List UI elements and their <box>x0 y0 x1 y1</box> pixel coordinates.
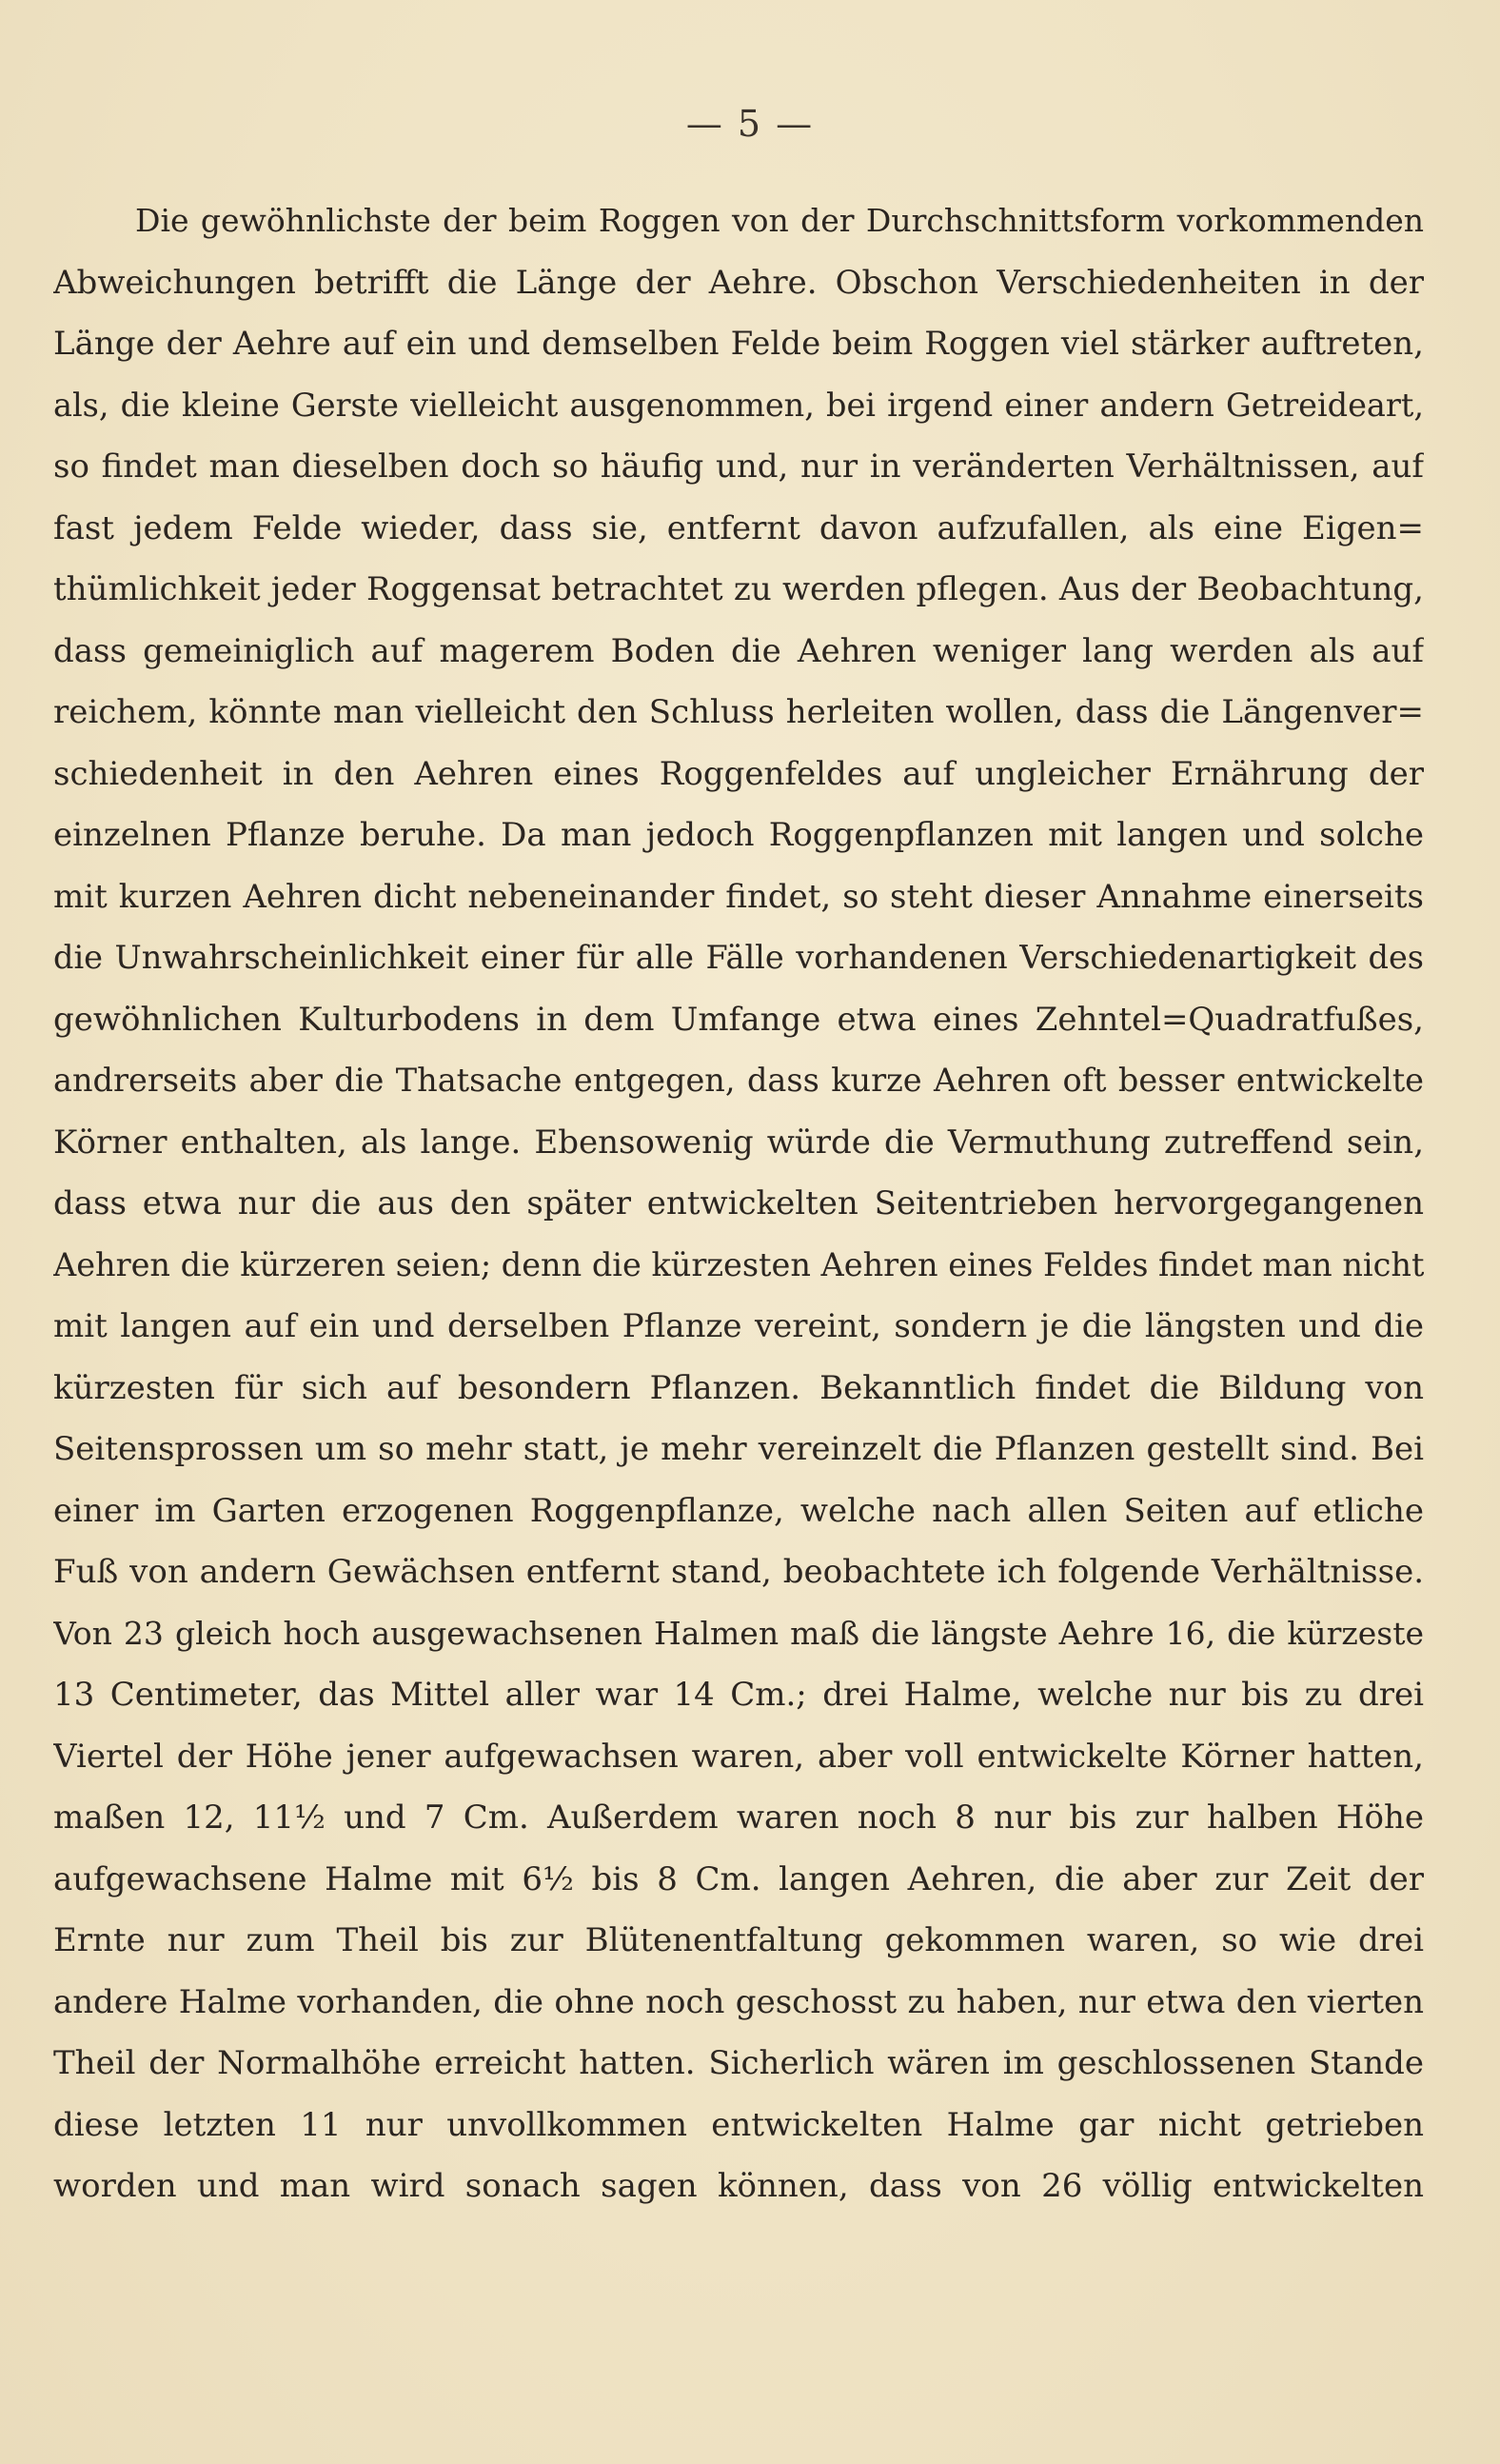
text-line: diese letzten 11 nur unvollkommen entwickelten Halme gar nicht getrieben <box>53 2105 1424 2144</box>
text-line: Länge der Aehre auf ein und demselben Felde beim Roggen viel stärker auftreten, <box>53 325 1424 363</box>
text-line: reichem, könnte man vielleicht den Schluss herleiten wollen, dass die Längenver= <box>53 693 1424 731</box>
text-line: Abweichungen betrifft die Länge der Aehre. Obschon Verschiedenheiten in der <box>53 263 1424 302</box>
text-line: dass gemeiniglich auf magerem Boden die Aehren weniger lang werden als auf <box>53 631 1424 670</box>
body-text <box>53 190 1424 2217</box>
text-line: einzelnen Pflanze beruhe. Da man jedoch Roggenpflanzen mit langen und solche <box>53 816 1424 854</box>
text-line: gewöhnlichen Kulturbodens in dem Umfange etwa eines Zehntel=Quadratfußes, <box>53 1000 1424 1039</box>
text-line: Theil der Normalhöhe erreicht hatten. Sicherlich wären im geschlossenen Stande <box>53 2044 1424 2082</box>
text-line: Viertel der Höhe jener aufgewachsen waren, aber voll entwickelte Körner hatten, <box>53 1737 1424 1776</box>
text-line: schiedenheit in den Aehren eines Roggenfeldes auf ungleicher Ernährung der <box>53 754 1424 793</box>
text-line: andrerseits aber die Thatsache entgegen, dass kurze Aehren oft besser entwickelte <box>53 1062 1424 1099</box>
text-line: thümlichkeit jeder Roggensat betrachtet zu werden pflegen. Aus der Beobachtung, <box>53 570 1424 608</box>
text-line: aufgewachsene Halme mit 6½ bis 8 Cm. langen Aehren, die aber zur Zeit der <box>53 1859 1424 1898</box>
text-line: kürzesten für sich auf besondern Pflanzen. Bekanntlich findet die Bildung von <box>53 1368 1424 1407</box>
text-line: mit langen auf ein und derselben Pflanze vereint, sondern je die längsten und die <box>53 1307 1424 1345</box>
text-line: mit kurzen Aehren dicht nebeneinander findet, so steht dieser Annahme einerseits <box>53 877 1424 916</box>
text-line: die Unwahrscheinlichkeit einer für alle Fälle vorhandenen Verschiedenartigkeit des <box>53 939 1424 976</box>
text-line: worden und man wird sonach sagen können, dass von 26 völlig entwickelten <box>53 2167 1424 2205</box>
text-line: andere Halme vorhanden, die ohne noch geschosst zu haben, nur etwa den vierten <box>53 1982 1424 2021</box>
text-line: Fuß von andern Gewächsen entfernt stand, beobachtete ich folgende Verhältnisse. <box>53 1553 1424 1591</box>
text-line: Von 23 gleich hoch ausgewachsenen Halmen maß die längste Aehre 16, die kürzeste <box>53 1614 1424 1652</box>
page-number: — 5 — <box>685 103 815 145</box>
text-line: Ernte nur zum Theil bis zur Blütenentfaltung gekommen waren, so wie drei <box>53 1921 1424 1959</box>
text-line: Körner enthalten, als lange. Ebensowenig würde die Vermuthung zutreffend sein, <box>53 1123 1424 1162</box>
text-line: fast jedem Felde wieder, dass sie, entfernt davon aufzufallen, als eine Eigen= <box>53 508 1424 547</box>
text-line: Die gewöhnlichste der beim Roggen von der Durchschnittsform vorkommenden <box>135 202 1424 239</box>
text-line: dass etwa nur die aus den später entwickelten Seitentrieben hervorgegangenen <box>53 1184 1424 1222</box>
text-line: Seitensprossen um so mehr statt, je mehr vereinzelt die Pflanzen gestellt sind. Bei <box>53 1430 1424 1468</box>
text-line: 13 Centimeter, das Mittel aller war 14 Cm.; drei Halme, welche nur bis zu drei <box>53 1676 1424 1714</box>
text-line: Aehren die kürzeren seien; denn die kürzesten Aehren eines Feldes findet man nicht <box>53 1245 1424 1283</box>
text-line: als, die kleine Gerste vielleicht ausgenommen, bei irgend einer andern Getreideart, <box>53 386 1424 424</box>
text-line: maßen 12, 11½ und 7 Cm. Außerdem waren noch 8 nur bis zur halben Höhe <box>53 1798 1424 1837</box>
text-line: einer im Garten erzogenen Roggenpflanze, welche nach allen Seiten auf etliche <box>53 1491 1424 1530</box>
text-line: so findet man dieselben doch so häufig und, nur in veränderten Verhältnissen, auf <box>53 447 1424 486</box>
